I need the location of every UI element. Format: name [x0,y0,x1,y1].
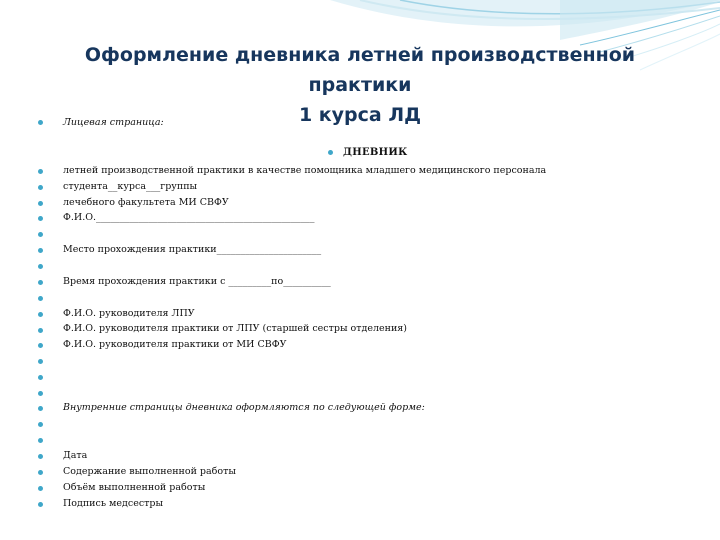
bullet-icon [38,296,43,301]
list-item: Содержание выполненной работы [63,466,236,477]
list-item: Объём выполненной работы [63,482,206,493]
list-item: летней производственной практики в качестве помощника младшего медицинского персонала [63,165,547,176]
list-item: лечебного факультета МИ СВФУ [63,197,229,208]
title-line-1: Оформление дневника летней производственной практики [84,44,636,96]
bullet-icon [38,185,43,190]
bullet-icon [38,201,43,206]
bullet-icon [38,120,43,125]
bullet-icon [38,248,43,253]
bullet-icon [38,169,43,174]
bullet-icon [38,343,43,348]
list-item: Подпись медсестры [63,498,164,509]
list-item: Ф.И.О.______________________________________________ [63,212,315,223]
bullet-icon [38,422,43,427]
bullet-icon [38,280,43,285]
list-item: Время прохождения практики с _________по__________ [63,276,331,287]
list-item: Дата [63,450,88,461]
diary-heading: ДНЕВНИК [343,147,408,158]
bullet-icon [38,216,43,221]
bullet-icon [38,312,43,317]
bullet-icon [38,232,43,237]
bullet-icon [38,470,43,475]
list-item: Ф.И.О. руководителя практики от ЛПУ (старшей сестры отделения) [63,323,408,334]
bullet-icon [38,406,43,411]
bullet-icon [38,328,43,333]
bullet-icon [38,391,43,396]
bullet-icon [328,150,333,155]
bullet-icon [38,502,43,507]
bullet-icon [38,359,43,364]
bullet-icon [38,486,43,491]
list-item: Место прохождения практики______________________ [63,244,322,255]
bullet-icon [38,264,43,269]
title-line-2: 1 курса ЛД [298,104,422,126]
list-item: Ф.И.О. руководителя практики от МИ СВФУ [63,339,287,350]
list-item: студента__курса___группы [63,181,198,192]
list-item: Внутренние страницы дневника оформляются по следующей форме: [63,402,425,413]
bullet-icon [38,438,43,443]
intro-label: Лицевая страница: [63,117,164,128]
bullet-icon [38,375,43,380]
list-item: Ф.И.О. руководителя ЛПУ [63,308,195,319]
bullet-icon [38,454,43,459]
